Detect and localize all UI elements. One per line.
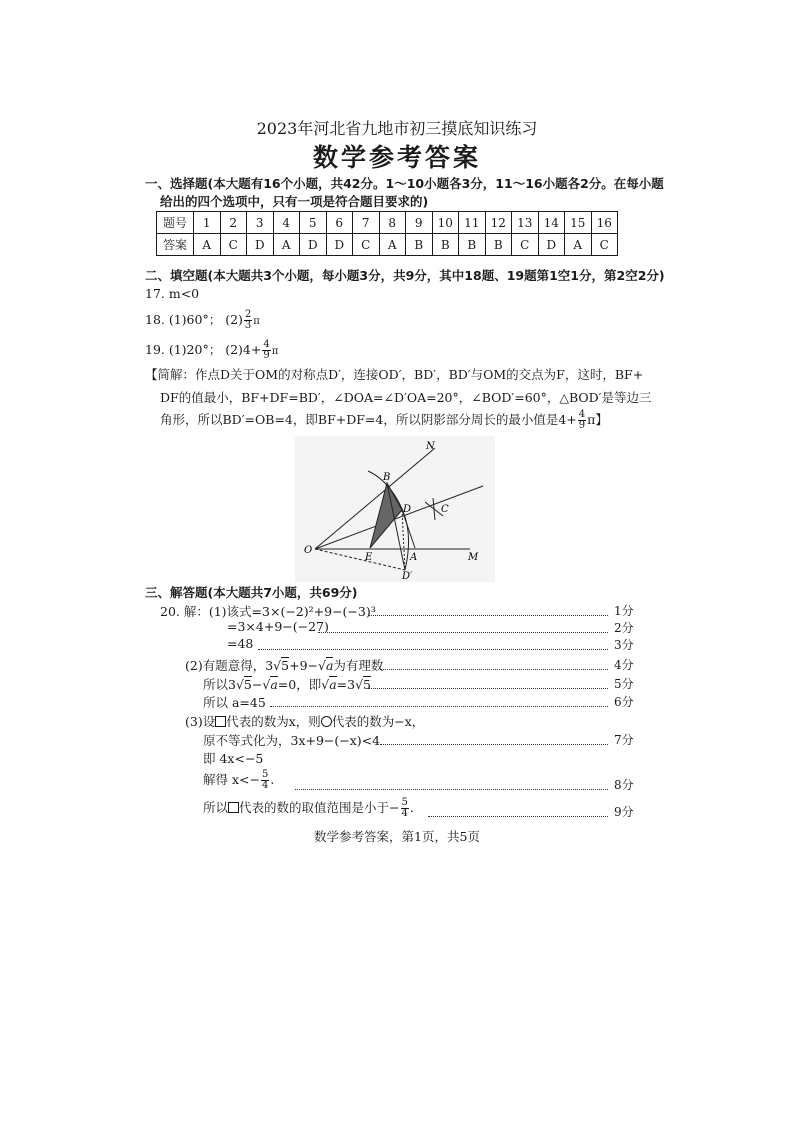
- q20-line10: 解得 x<− $\frac{5}{4}$ .: [203, 769, 275, 791]
- score-3: 3分: [614, 638, 634, 652]
- answer-cell: A: [273, 234, 300, 256]
- question-number-cell: 5: [300, 212, 327, 234]
- explanation-line2: DF的值最小，BF+DF=BD′，∠DOA=∠D′OA=20°，∠BOD′=60°，△BOD′是等边三: [160, 390, 652, 405]
- q20-line9: 即 4x<−5: [203, 751, 264, 766]
- answer-q19-fraction: $\frac{4}{9}$: [263, 339, 270, 361]
- leader-dots: [258, 649, 608, 650]
- question-number-cell: 12: [485, 212, 512, 234]
- answer-cell: C: [353, 234, 380, 256]
- explanation-fraction: $\frac{4}{9}$: [578, 409, 586, 431]
- answer-cell: B: [485, 234, 512, 256]
- answer-cell: D: [247, 234, 274, 256]
- page-title: 2023年河北省九地市初三摸底知识练习: [256, 119, 538, 138]
- q20-line1: 20. 解：(1)该式=3×(−2)²+9−(−3)³: [160, 604, 376, 619]
- label-B: B: [383, 472, 391, 483]
- section2-heading: 二、填空题(本大题共3个小题，每小题3分，共9分，其中18题、19题第1空1分，第2空2分): [145, 268, 665, 283]
- answer-cell: C: [220, 234, 247, 256]
- q20-line5: 所以3√5−√a=0，即√a=3√5: [203, 677, 371, 692]
- explanation-line3: 角形，所以BD′=OB=4，即BF+DF=4，所以阴影部分周长的最小值是4+ $\frac{4}{9}$ π】: [160, 409, 608, 431]
- answer-q17: 17. m<0: [145, 286, 200, 301]
- label-D-prime: D′: [402, 571, 413, 582]
- q20-line7: (3)设 代表的数为x，则 代表的数为−x，: [185, 714, 425, 729]
- section3-heading: 三、解答题(本大题共7小题，共69分): [145, 585, 358, 600]
- question-number-cell: 8: [379, 212, 406, 234]
- q20-line2: =3×4+9−(−27): [227, 619, 329, 634]
- answer-q18-text: 18. (1)60°； (2): [145, 312, 243, 327]
- answer-table: [156, 211, 618, 256]
- question-number-cell: 11: [459, 212, 486, 234]
- answer-cell: C: [512, 234, 539, 256]
- score-1: 1分: [614, 604, 634, 618]
- question-number-cell: 15: [565, 212, 592, 234]
- leader-dots: [380, 669, 608, 670]
- q20-line11: 所以 代表的数的取值范围是小于− $\frac{5}{4}$ .: [203, 797, 414, 819]
- score-6: 6分: [614, 695, 634, 709]
- answer-table-number-row: [157, 212, 618, 234]
- answer-q19: 19. (1)20°； (2)4+ $\frac{4}{9}$ π: [145, 339, 279, 361]
- question-number-cell: 13: [512, 212, 539, 234]
- square-symbol: [215, 716, 226, 727]
- q20-line4: (2)有题意得，3√5+9−√a为有理数: [185, 658, 384, 673]
- answer-cell: D: [300, 234, 327, 256]
- q20-fraction-1: $\frac{5}{4}$: [261, 769, 269, 791]
- leader-dots: [318, 632, 608, 633]
- score-4: 4分: [614, 658, 634, 672]
- explanation-line1: 【简解：作点D关于OM的对称点D′，连接OD′，BD′，BD′与OM的交点为F，这时，BF+: [145, 367, 644, 382]
- question-number-cell: 3: [247, 212, 274, 234]
- question-number-cell: 6: [326, 212, 353, 234]
- q20-fraction-2: $\frac{5}{4}$: [401, 797, 408, 819]
- label-E: E: [365, 552, 373, 563]
- question-number-cell: 9: [406, 212, 433, 234]
- leader-dots: [428, 816, 608, 817]
- score-2: 2分: [614, 621, 634, 635]
- answer-cell: B: [432, 234, 459, 256]
- answer-table-answer-row: [157, 234, 618, 256]
- leader-dots: [270, 706, 608, 707]
- label-C: C: [441, 504, 449, 515]
- square-symbol: [228, 802, 239, 813]
- answer-q18: 18. (1)60°； (2) $\frac{2}{3}$ π: [145, 309, 260, 331]
- q20-line6: 所以 a=45: [203, 695, 266, 710]
- answer-cell: B: [459, 234, 486, 256]
- question-number-cell: 10: [432, 212, 459, 234]
- score-8: 8分: [614, 778, 634, 792]
- circle-symbol: [321, 716, 332, 727]
- q20-line3: =48: [227, 636, 254, 651]
- table-header-label: 题号: [157, 212, 194, 234]
- label-M: M: [468, 552, 479, 563]
- score-5: 5分: [614, 677, 634, 691]
- answer-cell: B: [406, 234, 433, 256]
- question-number-cell: 16: [591, 212, 618, 234]
- label-N: N: [426, 441, 435, 452]
- answer-q18-fraction: $\frac{2}{3}$: [244, 309, 252, 331]
- leader-dots: [295, 789, 608, 790]
- leader-dots: [380, 744, 608, 745]
- score-7: 7分: [614, 733, 634, 747]
- label-A: A: [410, 552, 418, 563]
- table-answer-label: 答案: [157, 234, 194, 256]
- page-subtitle: 数学参考答案: [312, 143, 481, 172]
- answer-cell: D: [326, 234, 353, 256]
- question-number-cell: 1: [194, 212, 221, 234]
- question-number-cell: 4: [273, 212, 300, 234]
- answer-cell: D: [538, 234, 565, 256]
- section1-heading-line1: 一、选择题(本大题有16个小题，共42分。1～10小题各3分，11～16小题各2分。在每小题: [145, 176, 664, 191]
- leader-dots: [368, 615, 608, 616]
- answer-cell: A: [565, 234, 592, 256]
- answer-cell: A: [379, 234, 406, 256]
- question-number-cell: 14: [538, 212, 565, 234]
- label-D: D: [403, 504, 412, 515]
- q20-line8: 原不等式化为，3x+9−(−x)<4: [203, 733, 381, 748]
- page-footer: 数学参考答案，第1页，共5页: [314, 829, 480, 844]
- answer-q19-text: 19. (1)20°； (2)4+: [145, 342, 262, 357]
- geometry-figure: [295, 436, 495, 582]
- answer-cell: C: [591, 234, 618, 256]
- label-O: O: [304, 545, 313, 556]
- section1-heading-line2: 给出的四个选项中，只有一项是符合题目要求的): [160, 194, 429, 209]
- score-9: 9分: [614, 805, 634, 819]
- question-number-cell: 7: [353, 212, 380, 234]
- question-number-cell: 2: [220, 212, 247, 234]
- leader-dots: [368, 688, 608, 689]
- answer-cell: A: [194, 234, 221, 256]
